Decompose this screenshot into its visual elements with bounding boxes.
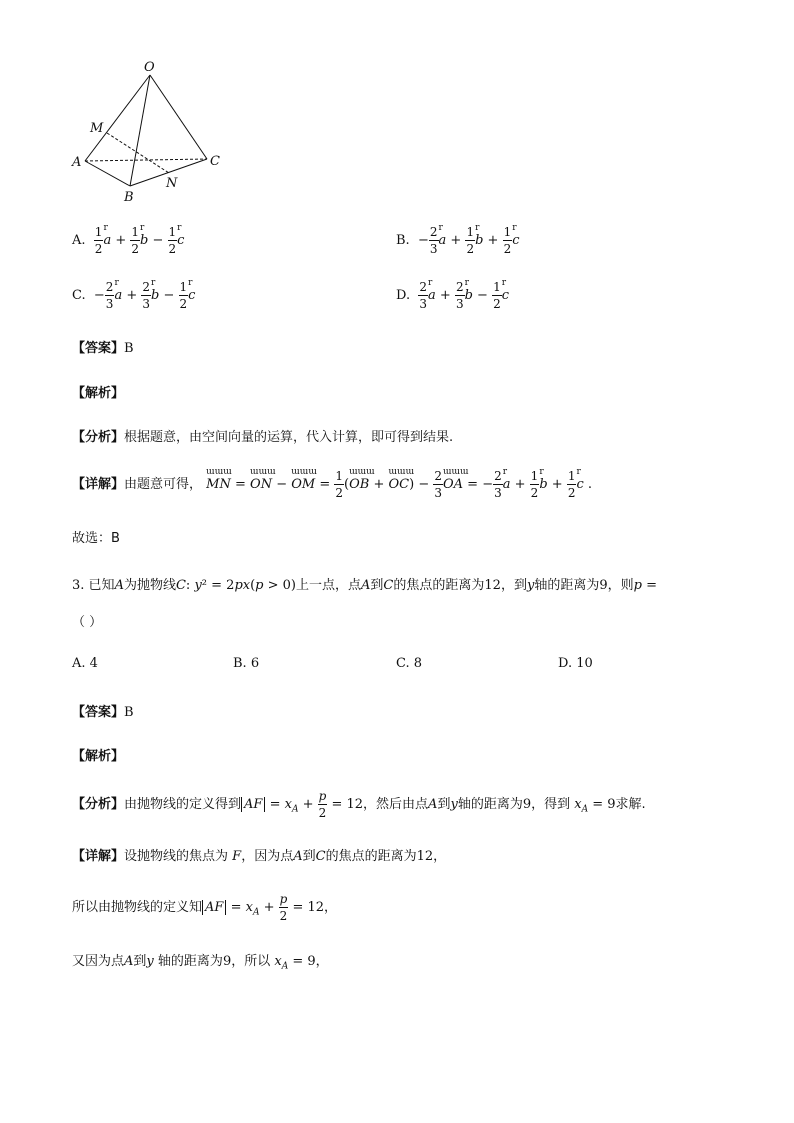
- q2-option-a: A. $\frac{1}{2}$ a r + $\frac{1}{2}$ b r − $\frac{1}{2}$ c r: [72, 223, 185, 256]
- answer-label: 【答案】: [72, 705, 125, 720]
- q2-option-d: D. $\frac{2}{3}$ a r + $\frac{2}{3}$ b r − $\frac{1}{2}$ c r: [396, 278, 509, 311]
- option-letter: C.: [396, 656, 410, 671]
- option-value: 10: [576, 656, 593, 671]
- fenxi-label: 【分析】: [72, 430, 125, 445]
- option-letter: A.: [72, 656, 86, 671]
- option-value: 4: [89, 656, 98, 671]
- answer-value: B: [124, 341, 134, 356]
- q3-stem-line2: （ ）: [72, 615, 103, 630]
- q3-stem-line1: 3. 已知A为抛物线C: y² = 2px(p > 0)上一点，点A到C的焦点的距离为12，到y轴的距离为9，则p =: [72, 578, 657, 593]
- xiangjie-label: 【详解】: [72, 477, 125, 492]
- q2-option-b: B. − $\frac{2}{3}$ a r + $\frac{1}{2}$ b r + $\frac{1}{2}$ c r: [396, 223, 520, 256]
- q2-answer: [72, 337, 134, 356]
- label-O: O: [144, 60, 155, 75]
- q2-option-c: C. − $\frac{2}{3}$ a r + $\frac{2}{3}$ b r − $\frac{1}{2}$ c r: [72, 278, 196, 311]
- q2-fenxi: [72, 426, 453, 445]
- q2-xiangjie: [72, 467, 592, 500]
- edge-OA: [85, 75, 150, 161]
- q2-analysis-label: 【解析】: [72, 386, 125, 401]
- label-B: B: [124, 190, 134, 205]
- q3-option-a: [72, 656, 98, 671]
- q3-number: 3.: [72, 578, 85, 593]
- xiangjie-prefix: 由题意可得，: [124, 477, 203, 492]
- q3-fenxi: 【分析】由抛物线的定义得到 AF = $x_A$ + $\frac{p}{2}$ = 12，然后由点A到y轴的距离为9，得到 $x_A = 9$求解.: [72, 789, 646, 820]
- option-letter: C.: [72, 288, 86, 303]
- q3-line3: 又因为点A到y 轴的距离为9，所以 $x_A = 9$，: [72, 954, 329, 972]
- q3-option-d: [558, 656, 593, 671]
- q3-analysis-label: 【解析】: [72, 749, 125, 764]
- q3-option-c: [396, 656, 422, 671]
- label-N: N: [166, 176, 178, 191]
- xiangjie-label: 【详解】: [72, 849, 125, 864]
- option-letter: B.: [233, 656, 247, 671]
- q3-option-b: [233, 656, 259, 671]
- xiangjie-formula: MN ɯɯɯ = ON ɯɯɯ − OM ɯɯɯ = $\frac{1}{2}$ (OB ɯɯɯ + OC ɯɯɯ ) − $\frac{2}{3}$ OA ɯɯɯ = − $\frac{2}{3}$ a r + $\frac{1}{2}$ b r + $\frac{1}{2}$ c r .: [206, 467, 592, 500]
- edge-AB: [85, 161, 130, 186]
- fenxi-label: 【分析】: [72, 797, 125, 812]
- label-M: M: [90, 121, 104, 136]
- option-letter: D.: [558, 656, 573, 671]
- edge-OC: [150, 75, 207, 159]
- label-C: C: [210, 154, 220, 169]
- edge-OB: [130, 75, 150, 186]
- option-letter: D.: [396, 288, 411, 303]
- edge-AC-dashed: [85, 159, 207, 161]
- q3-answer: [72, 701, 134, 720]
- answer-label: 【答案】: [72, 341, 125, 356]
- q3-xiangjie: 【详解】设抛物线的焦点为 F，因为点A到C的焦点的距离为12，: [72, 849, 447, 864]
- q2-choice: 故选：B: [72, 531, 120, 546]
- answer-value: B: [124, 705, 134, 720]
- option-letter: B.: [396, 233, 410, 248]
- tetrahedron-figure: [60, 55, 230, 210]
- option-value: 8: [413, 656, 423, 671]
- option-value: 6: [250, 656, 260, 671]
- fenxi-text: 根据题意，由空间向量的运算，代入计算，即可得到结果.: [124, 430, 454, 445]
- label-A: A: [72, 155, 82, 170]
- q3-line2: 所以由抛物线的定义知 AF = $x_A$ + $\frac{p}{2}$ = 12，: [72, 892, 338, 923]
- option-letter: A.: [72, 233, 86, 248]
